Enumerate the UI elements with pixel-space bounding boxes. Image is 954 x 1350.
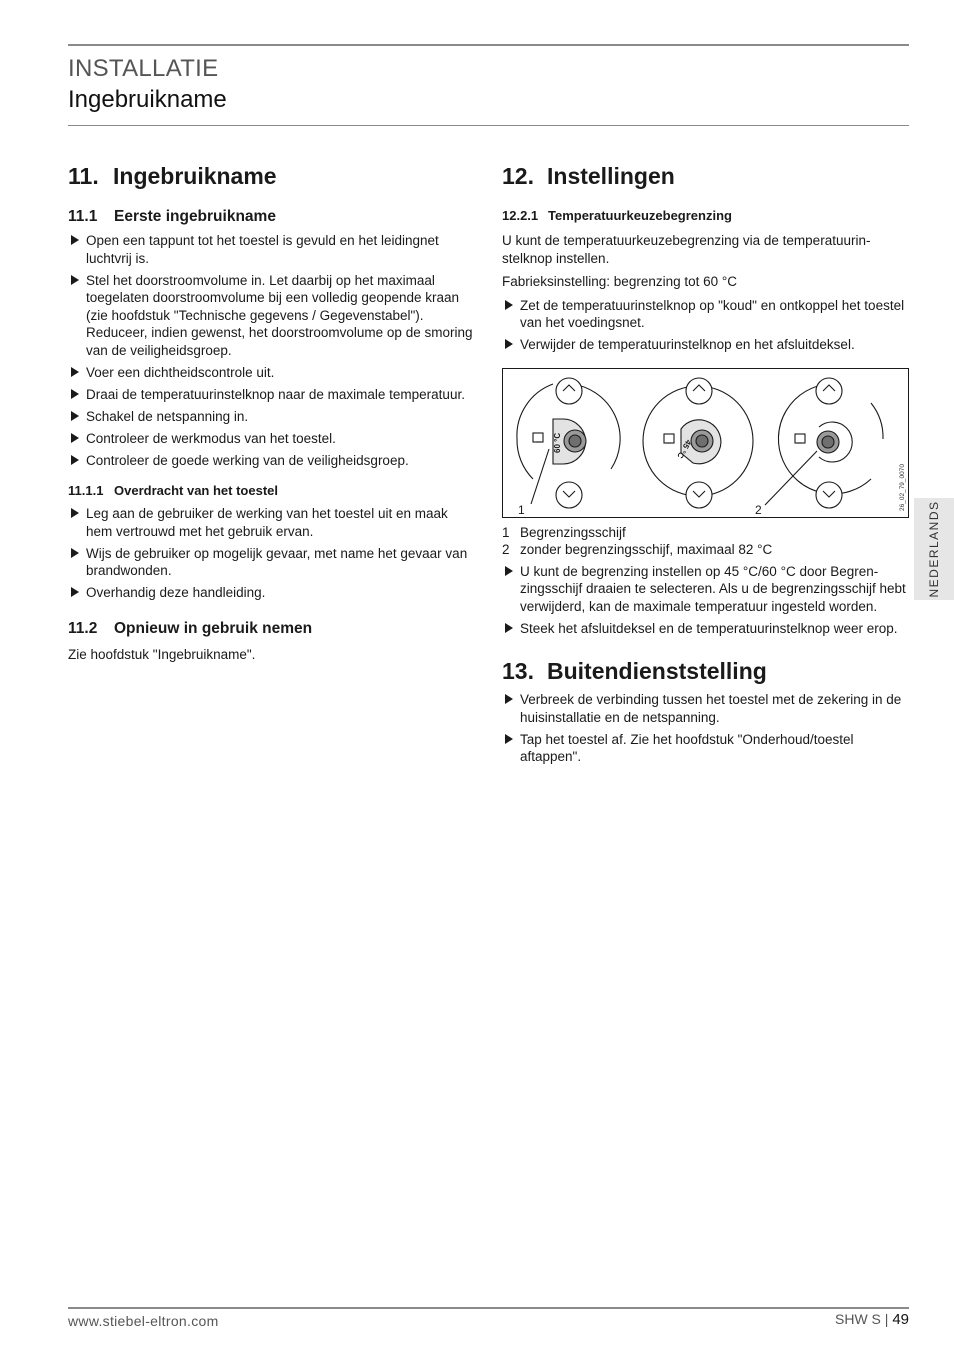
section-12-2-1-list-2 <box>502 563 909 638</box>
bullet-triangle-icon <box>71 275 79 285</box>
list-item: Draai de temperatuurinstelknop naar de maximale temperatuur. <box>68 386 476 404</box>
list-item: Open een tappunt tot het toestel is gevuld en het leidingnet luchtvrij is. <box>68 232 476 267</box>
section-11-1-1-heading: 11.1.1 Overdracht van het toestel <box>68 483 278 498</box>
list-item: Tap het toestel af. Zie het hoofdstuk "Onderhoud/toestel aftappen". <box>502 731 909 766</box>
bullet-triangle-icon <box>505 339 513 349</box>
chapter-subtitle: Ingebruikname <box>68 86 227 113</box>
section-12-2-1-intro: U kunt de temperatuurkeuzebegrenzing via de temperatuurin-stelknop instellen. <box>502 233 871 266</box>
dial-with-60-disc <box>517 378 620 508</box>
section-11-1-heading: 11.1 Eerste ingebruikname <box>68 208 276 225</box>
bullet-triangle-icon <box>71 235 79 245</box>
chapter-title: INSTALLATIE <box>68 55 219 82</box>
footer-separator: | <box>884 1311 889 1327</box>
language-label: NEDERLANDS <box>927 500 941 598</box>
figure-label-2: 2 <box>755 502 762 517</box>
bullet-triangle-icon <box>71 433 79 443</box>
list-item: Controleer de goede werking van de veiligheidsgroep. <box>68 452 476 470</box>
page-number: 49 <box>892 1311 909 1328</box>
section-11-2-text: Zie hoofdstuk "Ingebruikname". <box>68 646 256 662</box>
section-13-list <box>502 691 909 766</box>
section-12-2-1-heading: 12.2.1 Temperatuurkeuzebegrenzing <box>502 208 732 223</box>
section-11-heading: 11. Ingebruikname <box>68 163 277 189</box>
list-item: Overhandig deze handleiding. <box>68 584 476 602</box>
bullet-triangle-icon <box>505 566 513 576</box>
list-item: Wijs de gebruiker op mogelijk gevaar, met name het gevaar van brandwonden. <box>68 545 476 580</box>
footer-model: SHW S <box>835 1311 881 1327</box>
figure-label-1: 1 <box>518 502 525 517</box>
section-12-heading: 12. Instellingen <box>502 163 675 189</box>
factory-setting-text: Fabrieksinstelling: begrenzing tot 60 °C <box>502 274 738 289</box>
section-11-1-1-list <box>68 505 476 602</box>
bullet-triangle-icon <box>71 411 79 421</box>
language-side-tab <box>914 498 954 600</box>
bullet-triangle-icon <box>505 623 513 633</box>
right-column <box>502 160 909 772</box>
disc-60-label: 60 °C <box>553 432 562 453</box>
bullet-triangle-icon <box>71 508 79 518</box>
figure-legend <box>502 524 909 559</box>
list-item: Stel het doorstroomvolume in. Let daarbij op het maximaal toegelaten doorstroomvolume bij een volledig geopende kraan (zie hoofdstuk "Technische gegevens / Gegevenstabel"). Reduceer, indien gewenst, het doorstroomvolume op de smoring van de veiligheidsgroep. <box>68 272 476 360</box>
header-top-rule <box>68 44 909 46</box>
bullet-triangle-icon <box>71 548 79 558</box>
footer-url: www.stiebel-eltron.com <box>68 1313 219 1329</box>
left-column <box>68 160 476 669</box>
section-12-2-1-list <box>502 297 909 354</box>
section-11-1-list <box>68 232 476 469</box>
list-item: Voer een dichtheidscontrole uit. <box>68 364 476 382</box>
list-item: Verbreek de verbinding tussen het toestel met de zekering in de huisinstallatie en de netspanning. <box>502 691 909 726</box>
legend-item: 1 Begrenzingsschijf <box>502 524 626 540</box>
header-bottom-rule <box>68 125 909 126</box>
list-item: Controleer de werkmodus van het toestel. <box>68 430 476 448</box>
list-item: Steek het afsluitdeksel en de temperatuurinstelknop weer erop. <box>502 620 909 638</box>
limit-disc-figure <box>502 368 909 518</box>
bullet-triangle-icon <box>505 734 513 744</box>
thermostat-knob-illustration <box>503 369 908 517</box>
bullet-triangle-icon <box>71 455 79 465</box>
section-11-2-heading: 11.2 Opnieuw in gebruik nemen <box>68 619 313 637</box>
bullet-triangle-icon <box>505 300 513 310</box>
section-13-heading: 13. Buitendienststelling <box>502 658 767 684</box>
footer-page-info <box>835 1311 909 1328</box>
list-item: Verwijder de temperatuurinstelknop en het afsluitdeksel. <box>502 336 909 354</box>
legend-item: 2 zonder begrenzingsschijf, maximaal 82 °C <box>502 542 773 557</box>
dial-with-45-disc <box>643 378 753 508</box>
dial-without-disc <box>765 378 883 508</box>
bullet-triangle-icon <box>71 587 79 597</box>
list-item: Leg aan de gebruiker de werking van het toestel uit en maak hem vertrouwd met het gebruik ervan. <box>68 505 476 540</box>
footer-rule <box>68 1307 909 1309</box>
list-item: U kunt de begrenzing instellen op 45 °C/60 °C door Begren-zingsschijf draaien te selecteren. Als u de begrenzingsschijf hebt verwijderd, kan de maximale temperatuur ingesteld worden. <box>502 563 909 616</box>
list-item: Zet de temperatuurinstelknop op "koud" en ontkoppel het toestel van het voedingsnet. <box>502 297 909 332</box>
bullet-triangle-icon <box>71 367 79 377</box>
bullet-triangle-icon <box>71 389 79 399</box>
list-item: Schakel de netspanning in. <box>68 408 476 426</box>
figure-code: 26_02_79_0070 <box>899 463 906 511</box>
disc-45-label: 45 °C <box>675 437 694 460</box>
bullet-triangle-icon <box>505 694 513 704</box>
